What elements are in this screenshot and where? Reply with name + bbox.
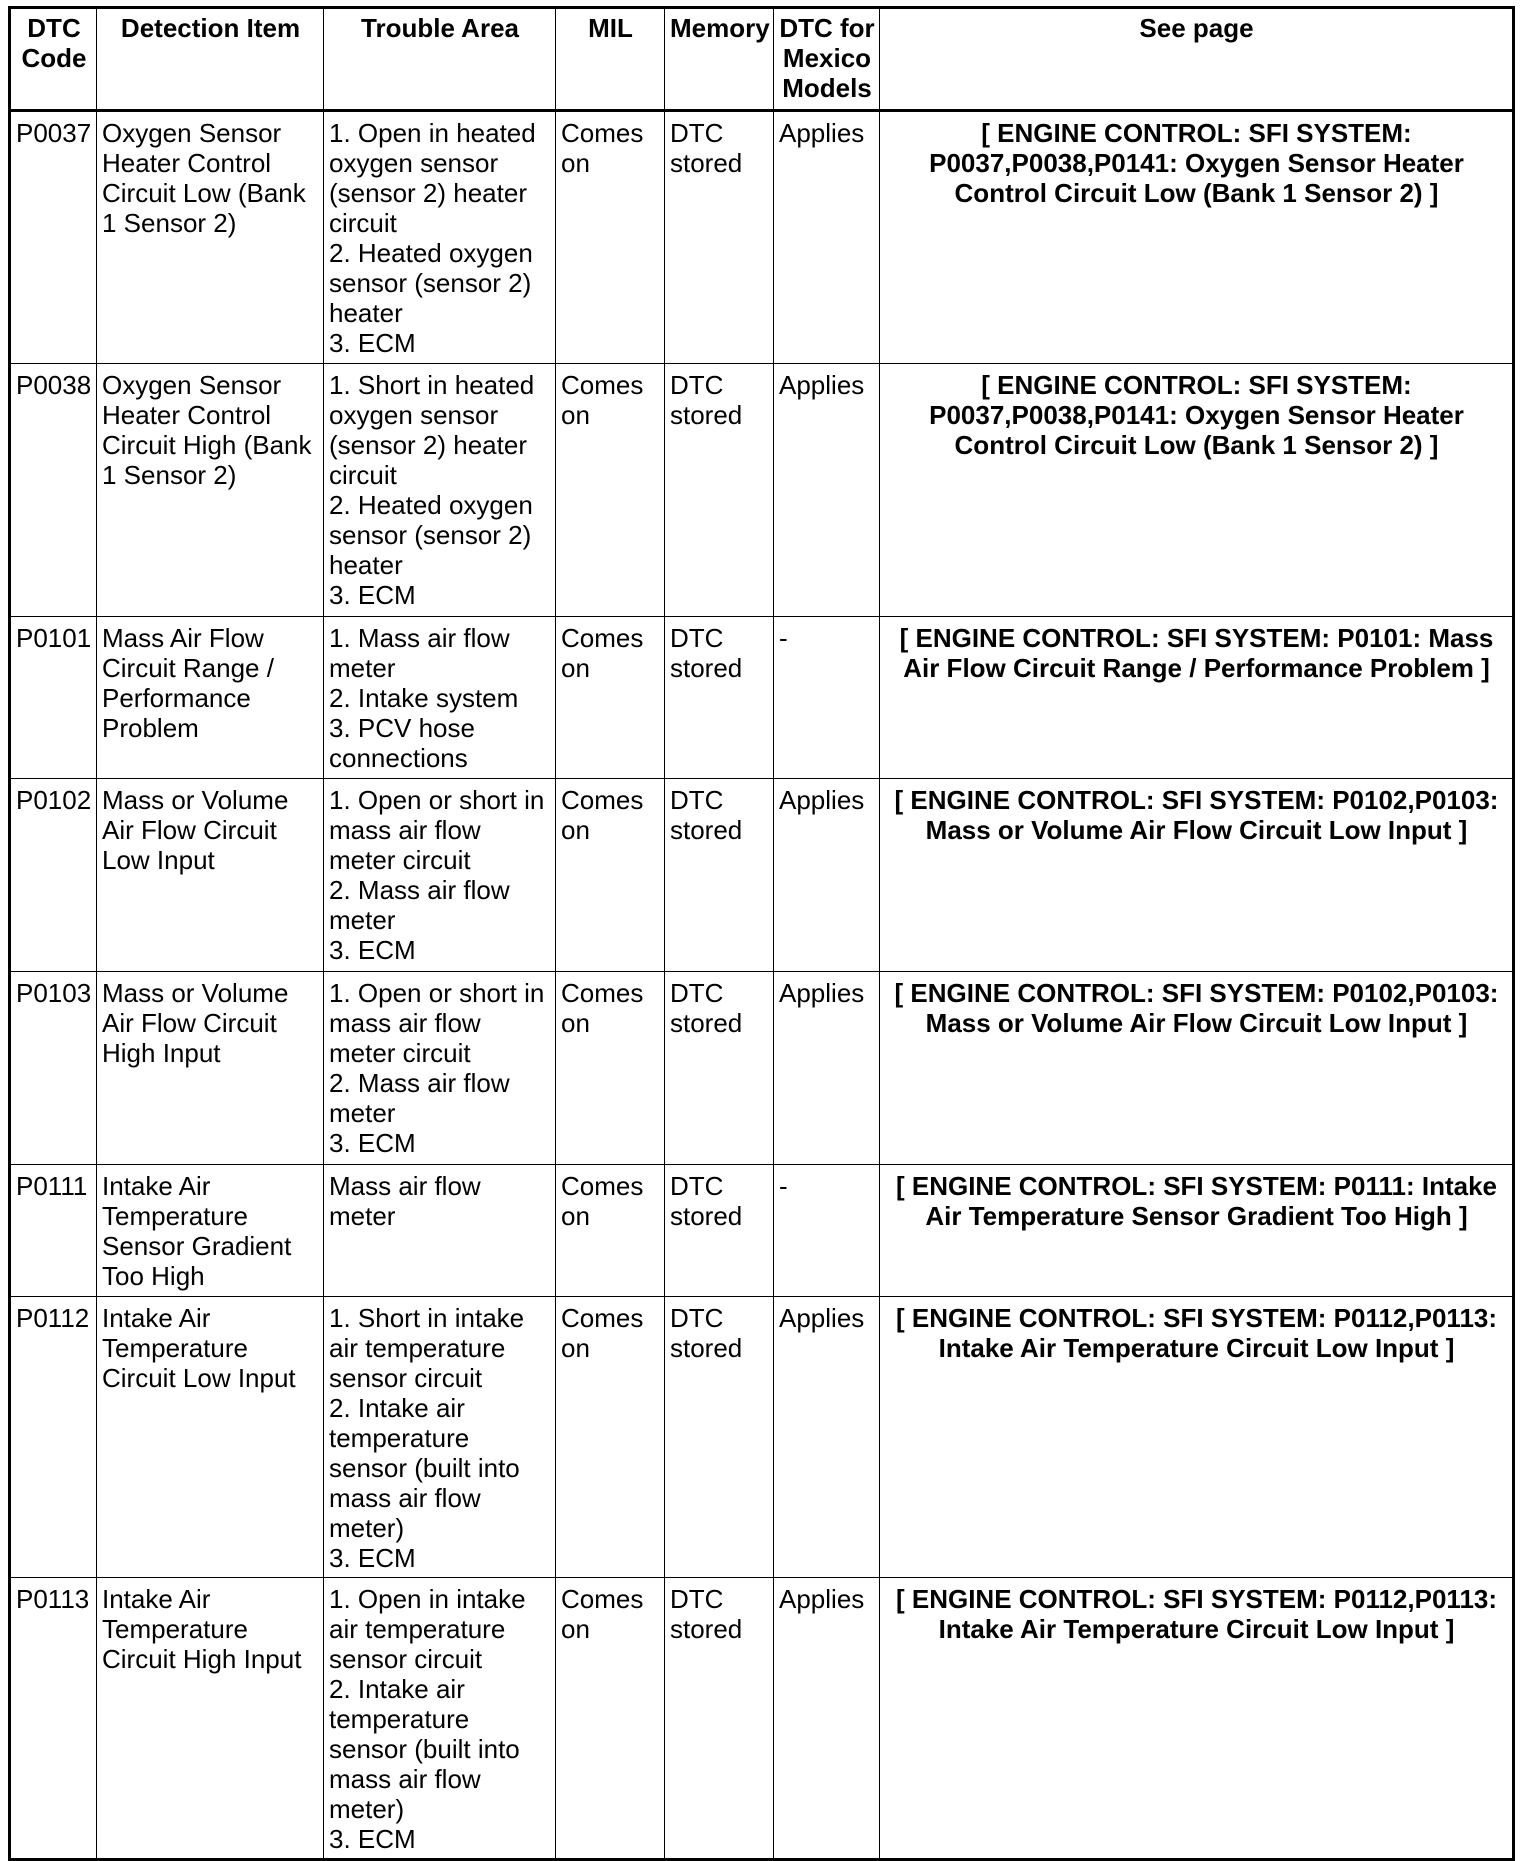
dtc-table [8, 6, 1515, 1861]
trouble-area-line: 3. ECM [329, 328, 416, 358]
table-row [10, 1165, 1514, 1297]
detection-item-cell: Oxygen Sensor Heater Control Circuit Low (Bank 1 Sensor 2) [97, 111, 324, 364]
detection-item-cell: Mass or Volume Air Flow Circuit Low Input [97, 779, 324, 972]
see-page-link: [ ENGINE CONTROL: SFI SYSTEM: P0037,P0038,P0141: Oxygen Sensor Heater Control Circuit Low (Bank 1 Sensor 2) ] [880, 111, 1514, 364]
mexico-cell: Applies [774, 1297, 880, 1578]
table-row [10, 364, 1514, 617]
trouble-area-line: 3. ECM [329, 935, 416, 965]
trouble-area-line: 3. PCV hose connections [329, 713, 475, 773]
table-row [10, 1578, 1514, 1860]
see-page-link: [ ENGINE CONTROL: SFI SYSTEM: P0101: Mass Air Flow Circuit Range / Performance Problem ] [880, 617, 1514, 779]
mil-cell: Comes on [556, 1165, 665, 1297]
see-page-link: [ ENGINE CONTROL: SFI SYSTEM: P0112,P0113: Intake Air Temperature Circuit Low Input ] [880, 1578, 1514, 1860]
detection-item-cell: Mass or Volume Air Flow Circuit High Input [97, 972, 324, 1165]
trouble-area-line: 1. Open in heated oxygen sensor (sensor 2) heater circuit [329, 118, 536, 238]
trouble-area-line: 1. Short in intake air temperature sensor circuit [329, 1303, 525, 1393]
header-memory: Memory [665, 8, 774, 111]
trouble-area-cell [324, 972, 556, 1165]
memory-cell: DTC stored [665, 111, 774, 364]
memory-cell: DTC stored [665, 364, 774, 617]
see-page-link: [ ENGINE CONTROL: SFI SYSTEM: P0102,P0103: Mass or Volume Air Flow Circuit Low Input ] [880, 972, 1514, 1165]
header-trouble-area: Trouble Area [324, 8, 556, 111]
trouble-area-line: 3. ECM [329, 580, 416, 610]
memory-cell: DTC stored [665, 972, 774, 1165]
dtc-code-cell: P0102 [10, 779, 97, 972]
memory-cell: DTC stored [665, 1297, 774, 1578]
table-row [10, 617, 1514, 779]
dtc-code-cell: P0112 [10, 1297, 97, 1578]
trouble-area-line: 2. Mass air flow meter [329, 875, 510, 935]
trouble-area-line: 1. Mass air flow meter [329, 623, 510, 683]
trouble-area-line: 2. Heated oxygen sensor (sensor 2) heater [329, 490, 533, 580]
table-row [10, 111, 1514, 364]
dtc-code-cell: P0113 [10, 1578, 97, 1860]
mexico-cell: Applies [774, 972, 880, 1165]
mil-cell: Comes on [556, 972, 665, 1165]
mexico-cell: - [774, 1165, 880, 1297]
mil-cell: Comes on [556, 779, 665, 972]
detection-item-cell: Mass Air Flow Circuit Range / Performance Problem [97, 617, 324, 779]
trouble-area-line: 3. ECM [329, 1543, 416, 1573]
dtc-code-cell: P0037 [10, 111, 97, 364]
trouble-area-line: 3. ECM [329, 1128, 416, 1158]
header-mexico: DTC for Mexico Models [774, 8, 880, 111]
trouble-area-line: 1. Short in heated oxygen sensor (sensor 2) heater circuit [329, 370, 535, 490]
detection-item-cell: Oxygen Sensor Heater Control Circuit High (Bank 1 Sensor 2) [97, 364, 324, 617]
trouble-area-cell [324, 111, 556, 364]
trouble-area-line: 2. Intake air temperature sensor (built into mass air flow meter) [329, 1393, 520, 1543]
mexico-cell: Applies [774, 779, 880, 972]
dtc-code-cell: P0103 [10, 972, 97, 1165]
mil-cell: Comes on [556, 617, 665, 779]
see-page-link: [ ENGINE CONTROL: SFI SYSTEM: P0102,P0103: Mass or Volume Air Flow Circuit Low Input ] [880, 779, 1514, 972]
table-row [10, 972, 1514, 1165]
trouble-area-cell [324, 1297, 556, 1578]
trouble-area-line: 1. Open in intake air temperature sensor circuit [329, 1584, 526, 1674]
mexico-cell: Applies [774, 364, 880, 617]
table-row [10, 779, 1514, 972]
mil-cell: Comes on [556, 1297, 665, 1578]
detection-item-cell: Intake Air Temperature Sensor Gradient Too High [97, 1165, 324, 1297]
trouble-area-line: 2. Mass air flow meter [329, 1068, 510, 1128]
mexico-cell: Applies [774, 1578, 880, 1860]
mil-cell: Comes on [556, 111, 665, 364]
detection-item-cell: Intake Air Temperature Circuit Low Input [97, 1297, 324, 1578]
trouble-area-line: 2. Heated oxygen sensor (sensor 2) heater [329, 238, 533, 328]
trouble-area-line: Mass air flow meter [329, 1171, 481, 1231]
trouble-area-cell [324, 1578, 556, 1860]
mil-cell: Comes on [556, 364, 665, 617]
header-dtc-code: DTC Code [10, 8, 97, 111]
mil-cell: Comes on [556, 1578, 665, 1860]
memory-cell: DTC stored [665, 1165, 774, 1297]
trouble-area-cell [324, 364, 556, 617]
dtc-code-cell: P0038 [10, 364, 97, 617]
header-mil: MIL [556, 8, 665, 111]
trouble-area-line: 1. Open or short in mass air flow meter circuit [329, 978, 545, 1068]
header-detection-item: Detection Item [97, 8, 324, 111]
see-page-link: [ ENGINE CONTROL: SFI SYSTEM: P0037,P0038,P0141: Oxygen Sensor Heater Control Circuit Low (Bank 1 Sensor 2) ] [880, 364, 1514, 617]
table-body [10, 111, 1514, 1860]
dtc-code-cell: P0101 [10, 617, 97, 779]
trouble-area-cell [324, 779, 556, 972]
detection-item-cell: Intake Air Temperature Circuit High Input [97, 1578, 324, 1860]
header-see-page: See page [880, 8, 1514, 111]
see-page-link: [ ENGINE CONTROL: SFI SYSTEM: P0112,P0113: Intake Air Temperature Circuit Low Input ] [880, 1297, 1514, 1578]
trouble-area-line: 2. Intake system [329, 683, 519, 713]
trouble-area-cell [324, 617, 556, 779]
memory-cell: DTC stored [665, 779, 774, 972]
see-page-link: [ ENGINE CONTROL: SFI SYSTEM: P0111: Intake Air Temperature Sensor Gradient Too High ] [880, 1165, 1514, 1297]
trouble-area-cell [324, 1165, 556, 1297]
dtc-code-cell: P0111 [10, 1165, 97, 1297]
trouble-area-line: 1. Open or short in mass air flow meter circuit [329, 785, 545, 875]
mexico-cell: Applies [774, 111, 880, 364]
memory-cell: DTC stored [665, 617, 774, 779]
table-row [10, 1297, 1514, 1578]
trouble-area-line: 2. Intake air temperature sensor (built into mass air flow meter) [329, 1674, 520, 1824]
header-row [10, 8, 1514, 111]
memory-cell: DTC stored [665, 1578, 774, 1860]
trouble-area-line: 3. ECM [329, 1824, 416, 1854]
mexico-cell: - [774, 617, 880, 779]
